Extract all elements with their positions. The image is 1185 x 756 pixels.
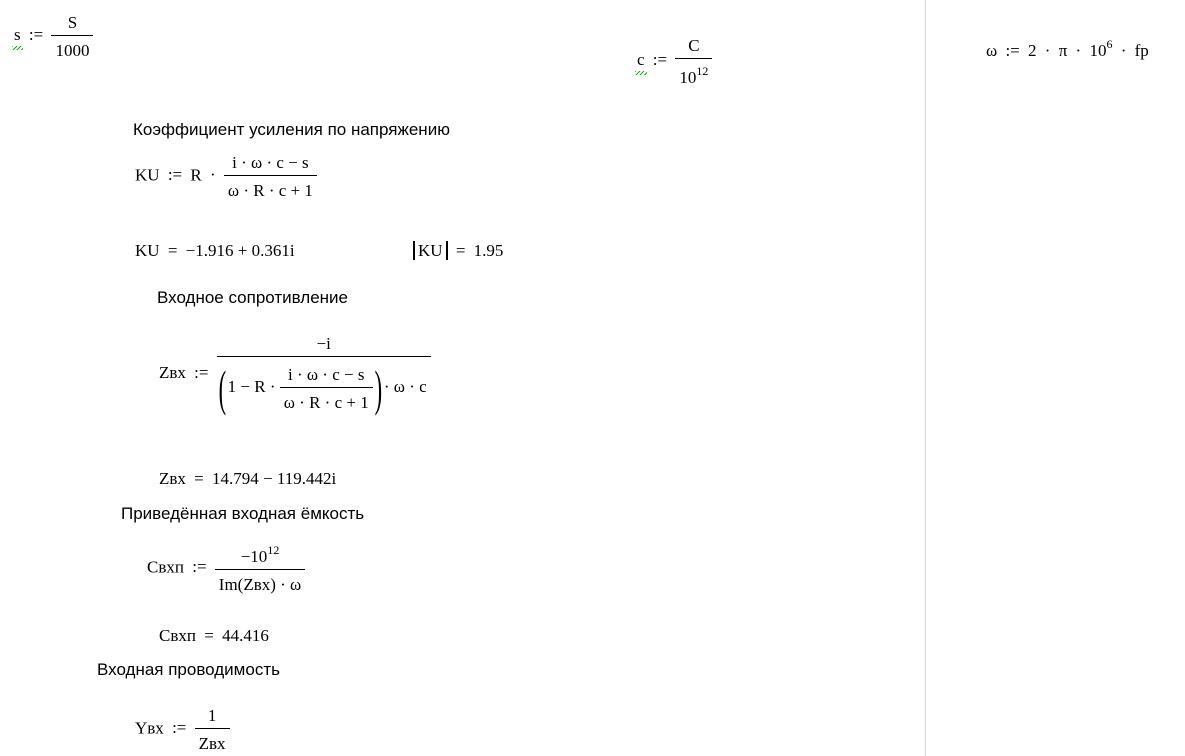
inner-denominator: ω · R · c + 1 bbox=[283, 392, 369, 412]
inner-fraction bbox=[280, 366, 373, 411]
region-result-ku-abs[interactable] bbox=[413, 242, 503, 259]
var-omega: ω bbox=[986, 41, 998, 60]
heading-input-admittance[interactable]: Входная проводимость bbox=[97, 660, 280, 679]
var-ku: KU bbox=[135, 165, 160, 185]
fraction bbox=[224, 154, 317, 199]
var-zbx: Zвх bbox=[159, 362, 186, 382]
eq-op: = bbox=[204, 626, 214, 645]
const-two: 2 bbox=[1028, 41, 1037, 60]
assign-op: := bbox=[192, 557, 207, 577]
var-c: c bbox=[637, 50, 645, 70]
heading-voltage-gain[interactable]: Коэффициент усиления по напряжению bbox=[133, 120, 450, 139]
denominator: 1000 bbox=[55, 41, 90, 60]
assign-op: := bbox=[652, 50, 668, 70]
region-def-s[interactable] bbox=[14, 14, 93, 59]
fraction-bar bbox=[215, 569, 305, 570]
fraction bbox=[195, 707, 230, 752]
den-exponent: 12 bbox=[696, 64, 709, 78]
region-def-cbxp[interactable] bbox=[147, 544, 305, 593]
region-def-zbx[interactable] bbox=[159, 334, 431, 416]
region-result-ku[interactable] bbox=[135, 242, 295, 259]
eq-op: = bbox=[167, 241, 178, 260]
denominator bbox=[675, 65, 712, 86]
fraction-bar bbox=[224, 175, 317, 176]
var-ku: KU bbox=[135, 241, 160, 260]
fraction-bar bbox=[195, 728, 230, 729]
result-value: 44.416 bbox=[222, 626, 269, 645]
assign-op: := bbox=[194, 362, 209, 382]
right-paren: ) bbox=[374, 360, 383, 416]
region-def-c[interactable] bbox=[637, 37, 712, 86]
left-paren: ( bbox=[218, 360, 226, 416]
var-ybx: Yвх bbox=[135, 718, 164, 738]
result-value: 1.95 bbox=[473, 241, 504, 260]
assign-op: := bbox=[172, 718, 187, 738]
denominator: Zвх bbox=[198, 734, 226, 753]
denominator: Im(Zвх) · ω bbox=[218, 575, 302, 594]
one-minus-r: 1 − R · bbox=[227, 376, 276, 396]
region-result-zbx[interactable] bbox=[159, 470, 336, 487]
result-value: 14.794 − 119.442i bbox=[212, 469, 337, 488]
fraction-bar bbox=[217, 356, 431, 357]
region-def-ybx[interactable] bbox=[135, 707, 230, 752]
page-break-divider bbox=[925, 0, 926, 756]
heading-input-impedance[interactable]: Входное сопротивление bbox=[157, 288, 349, 307]
result-value: −1.916 + 0.361i bbox=[185, 241, 295, 260]
var-fp: fp bbox=[1134, 41, 1149, 60]
eq-op: = bbox=[194, 469, 204, 488]
const-pi: π bbox=[1058, 41, 1068, 60]
dot-op: · bbox=[209, 165, 216, 185]
heading-input-capacitance[interactable]: Приведённая входная ёмкость bbox=[121, 504, 365, 523]
dot-op: · bbox=[1044, 41, 1051, 60]
var-s: s bbox=[14, 25, 21, 45]
fraction-bar bbox=[280, 387, 373, 388]
assign-op: := bbox=[167, 165, 183, 185]
numerator: −i bbox=[316, 334, 331, 353]
region-def-ku[interactable] bbox=[135, 154, 317, 199]
dot-op: · bbox=[1120, 41, 1127, 60]
power-base: 10 bbox=[1089, 41, 1107, 60]
assign-op: := bbox=[28, 25, 44, 45]
fraction bbox=[217, 334, 431, 416]
region-result-cbxp[interactable] bbox=[159, 627, 269, 644]
var-cbxp: Cвхп bbox=[159, 626, 196, 645]
eq-op: = bbox=[455, 241, 466, 260]
inner-numerator: i · ω · c − s bbox=[287, 364, 365, 384]
num-exponent: 12 bbox=[267, 543, 280, 557]
fraction-bar bbox=[51, 35, 93, 36]
fraction bbox=[215, 544, 305, 593]
tail-factor: · ω · c bbox=[383, 376, 427, 396]
var-cbxp: Cвхп bbox=[147, 557, 184, 577]
numerator bbox=[215, 544, 305, 565]
dot-op: · bbox=[1075, 41, 1082, 60]
var-r: R bbox=[190, 165, 202, 185]
denominator bbox=[217, 360, 431, 416]
fraction-bar bbox=[675, 58, 712, 59]
var-zbx: Zвх bbox=[159, 469, 186, 488]
numerator: i · ω · c − s bbox=[232, 153, 309, 172]
abs-value: KU bbox=[413, 241, 448, 260]
num-base: −10 bbox=[240, 547, 268, 566]
denominator: ω · R · c + 1 bbox=[227, 181, 313, 200]
numerator: 1 bbox=[207, 706, 217, 725]
fraction bbox=[675, 37, 712, 86]
power-exponent: 6 bbox=[1106, 37, 1113, 51]
fraction bbox=[51, 14, 93, 59]
region-def-omega[interactable] bbox=[986, 38, 1149, 59]
numerator: C bbox=[688, 36, 700, 55]
numerator: S bbox=[67, 13, 78, 32]
assign-op: := bbox=[1005, 41, 1020, 60]
den-base: 10 bbox=[679, 68, 697, 87]
